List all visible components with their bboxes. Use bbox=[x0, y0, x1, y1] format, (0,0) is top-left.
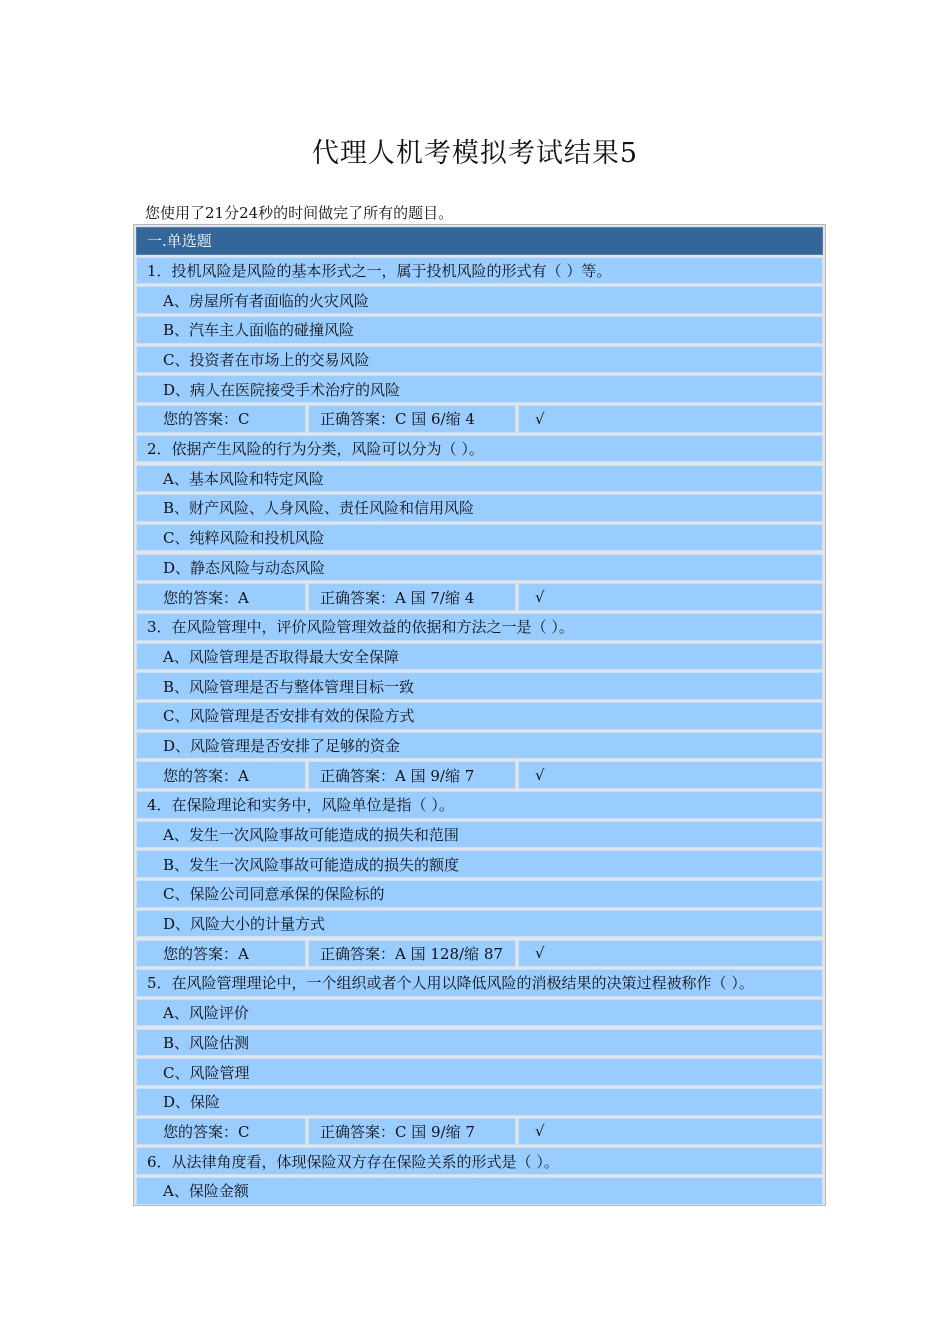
question-text: 6．从法律角度看，体现保险双方存在保险关系的形式是（ ）。 bbox=[136, 1147, 823, 1175]
correct-answer: 正确答案：C 国 6/缩 4 bbox=[308, 405, 516, 433]
answer-option: D、风险大小的计量方式 bbox=[136, 910, 823, 938]
correct-answer: 正确答案：A 国 9/缩 7 bbox=[308, 761, 516, 789]
section-header: 一.单选题 bbox=[136, 227, 823, 255]
answer-option: B、风险管理是否与整体管理目标一致 bbox=[136, 672, 823, 700]
your-answer: 您的答案：C bbox=[136, 405, 306, 433]
answer-option: B、风险估测 bbox=[136, 1029, 823, 1057]
answer-option: C、投资者在市场上的交易风险 bbox=[136, 346, 823, 374]
answer-option: C、风险管理 bbox=[136, 1058, 823, 1086]
your-answer: 您的答案：A bbox=[136, 583, 306, 611]
correct-answer: 正确答案：A 国 128/缩 87 bbox=[308, 940, 516, 968]
answer-option: A、房屋所有者面临的火灾风险 bbox=[136, 286, 823, 314]
time-summary: 您使用了21分24秒的时间做完了所有的题目。 bbox=[145, 204, 454, 222]
answer-option: A、风险评价 bbox=[136, 999, 823, 1027]
answer-option: D、病人在医院接受手术治疗的风险 bbox=[136, 375, 823, 403]
answer-option: B、汽车主人面临的碰撞风险 bbox=[136, 316, 823, 344]
answer-result-row bbox=[136, 761, 823, 789]
correct-mark: √ bbox=[518, 405, 823, 433]
answer-result-row bbox=[136, 583, 823, 611]
correct-mark: √ bbox=[518, 583, 823, 611]
your-answer: 您的答案：C bbox=[136, 1118, 306, 1146]
answer-result-row bbox=[136, 940, 823, 968]
page-title: 代理人机考模拟考试结果5 bbox=[311, 138, 639, 169]
answer-option: B、财产风险、人身风险、责任风险和信用风险 bbox=[136, 494, 823, 522]
correct-answer: 正确答案：A 国 7/缩 4 bbox=[308, 583, 516, 611]
answer-option: D、静态风险与动态风险 bbox=[136, 554, 823, 582]
answer-option: B、发生一次风险事故可能造成的损失的额度 bbox=[136, 850, 823, 878]
answer-option: C、纯粹风险和投机风险 bbox=[136, 524, 823, 552]
answer-option: C、风险管理是否安排有效的保险方式 bbox=[136, 702, 823, 730]
question-text: 2．依据产生风险的行为分类，风险可以分为（ ）。 bbox=[136, 435, 823, 463]
question-text: 5．在风险管理理论中，一个组织或者个人用以降低风险的消极结果的决策过程被称作（ ）。 bbox=[136, 969, 823, 997]
answer-option: A、风险管理是否取得最大安全保障 bbox=[136, 643, 823, 671]
correct-mark: √ bbox=[518, 940, 823, 968]
correct-answer: 正确答案：C 国 9/缩 7 bbox=[308, 1118, 516, 1146]
answer-option: A、基本风险和特定风险 bbox=[136, 465, 823, 493]
answer-option: A、发生一次风险事故可能造成的损失和范围 bbox=[136, 821, 823, 849]
results-table bbox=[133, 224, 826, 1206]
your-answer: 您的答案：A bbox=[136, 761, 306, 789]
question-list bbox=[136, 257, 823, 1205]
your-answer: 您的答案：A bbox=[136, 940, 306, 968]
correct-mark: √ bbox=[518, 1118, 823, 1146]
question-text: 4．在保险理论和实务中，风险单位是指（ ）。 bbox=[136, 791, 823, 819]
correct-mark: √ bbox=[518, 761, 823, 789]
answer-option: D、风险管理是否安排了足够的资金 bbox=[136, 732, 823, 760]
question-text: 1．投机风险是风险的基本形式之一，属于投机风险的形式有（ ）等。 bbox=[136, 257, 823, 285]
answer-result-row bbox=[136, 405, 823, 433]
answer-option: C、保险公司同意承保的保险标的 bbox=[136, 880, 823, 908]
answer-option: A、保险金额 bbox=[136, 1177, 823, 1205]
answer-result-row bbox=[136, 1118, 823, 1146]
question-text: 3．在风险管理中，评价风险管理效益的依据和方法之一是（ ）。 bbox=[136, 613, 823, 641]
answer-option: D、保险 bbox=[136, 1088, 823, 1116]
